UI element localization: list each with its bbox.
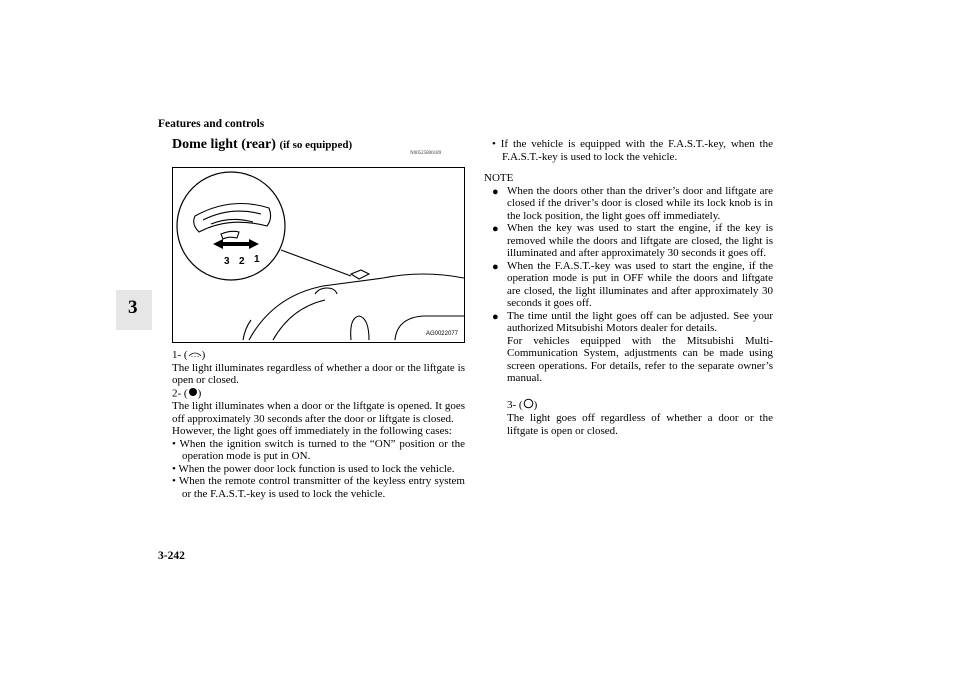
note-extra-text: For vehicles equipped with the Mitsubishi Multi-Communication System, adjustments can be made using screen operations. For details, refer to the separate owner’s manual.	[507, 334, 773, 384]
position-1-prefix: 1- (	[172, 349, 188, 361]
figure-code: AG0022077	[425, 331, 458, 337]
note-text: The time until the light goes off can be adjusted. See your authorized Mitsubishi Motors dealer for details.	[507, 309, 773, 334]
position-2-heading	[172, 387, 465, 401]
bullet-icon: ●	[492, 223, 499, 235]
note-heading: NOTE	[484, 172, 514, 184]
note-text: When the F.A.S.T.-key was used to start the engine, if the operation mode is put in OFF while the doors and liftgate are closed, the light illuminates and after approximately 30 seconds it goes off.	[507, 259, 773, 309]
door-symbol-icon	[188, 349, 202, 362]
page-title	[172, 137, 352, 153]
position-1-text: The light illuminates regardless of whether a door or the liftgate is open or closed.	[172, 361, 465, 387]
position-2-text: The light illuminates when a door or the liftgate is opened. It goes off approximately 30 seconds after the door or liftgate is closed.	[172, 400, 465, 425]
list-item: • When the ignition switch is turned to the “ON” position or the operation mode is put in ON.	[172, 437, 465, 463]
note-item	[492, 222, 773, 260]
position-label-3: 3	[224, 256, 230, 267]
position-1-heading	[172, 349, 465, 362]
position-label-2: 2	[239, 256, 245, 267]
filled-circle-icon	[188, 387, 198, 401]
list-item: • When the power door lock function is used to lock the vehicle.	[172, 462, 455, 475]
reference-code: N00525800189	[410, 151, 442, 156]
section-header: Features and controls	[158, 118, 265, 130]
chapter-number: 3	[128, 297, 138, 318]
note-text: When the doors other than the driver’s door and liftgate are closed if the driver’s door is closed while its lock knob is in the lock position, the light goes off immediately.	[507, 184, 773, 222]
page-number: 3-242	[158, 550, 185, 562]
position-2-exceptions: However, the light goes off immediately in the following cases:	[172, 425, 452, 438]
position-3-heading	[507, 398, 773, 413]
dome-light-drawing	[173, 168, 464, 342]
list-item: • If the vehicle is equipped with the F.A.S.T.-key, when the F.A.S.T.-key is used to lock the vehicle.	[492, 138, 773, 163]
position-3-text: The light goes off regardless of whether a door or the liftgate is open or closed.	[507, 412, 773, 437]
position-3-suffix: )	[533, 398, 538, 411]
position-2-suffix: )	[197, 387, 202, 399]
note-item	[492, 185, 773, 223]
bullet-icon: ●	[492, 310, 499, 323]
note-item	[492, 260, 773, 310]
position-label-1: 1	[254, 254, 260, 265]
left-column	[172, 349, 465, 500]
bullet-icon: ●	[492, 185, 499, 198]
position-1-suffix: )	[201, 349, 206, 361]
title-sub: (if so equipped)	[279, 139, 353, 151]
title-main: Dome light (rear)	[172, 137, 276, 152]
position-3-prefix: 3- (	[507, 398, 523, 411]
note-item	[492, 310, 773, 438]
right-column	[484, 138, 773, 437]
open-circle-icon	[523, 398, 534, 413]
note-text: When the key was used to start the engine, if the key is removed while the doors and liftgate are closed, the light is illuminated and after approximately 30 seconds it goes off.	[507, 222, 773, 259]
bullet-icon: ●	[492, 260, 499, 273]
dome-light-illustration	[172, 167, 465, 343]
list-item: • When the remote control transmitter of the keyless entry system or the F.A.S.T.-key is used to lock the vehicle.	[172, 475, 465, 500]
position-2-prefix: 2- (	[172, 387, 188, 399]
